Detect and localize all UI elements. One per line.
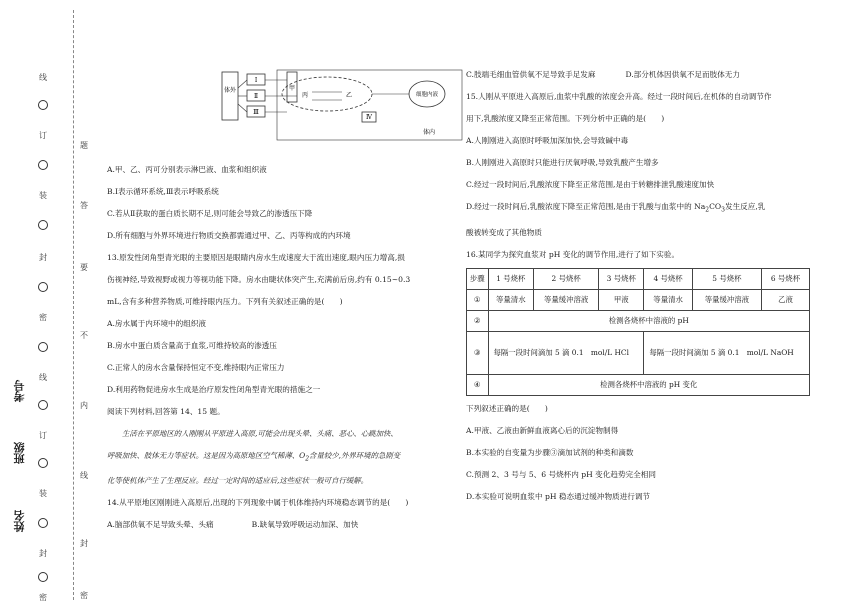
name-label: 姓名 (13, 510, 26, 532)
table-cell: 检测各烧杯中溶液的 pH (488, 310, 810, 331)
class-label: 班级 (13, 442, 26, 464)
table-header-cell: 5 号烧杯 (692, 268, 761, 289)
q14-options-ab (107, 514, 455, 536)
diagram-label: 体内 (422, 129, 436, 136)
diagram-label: 丙 (301, 92, 309, 99)
table-cell: 每隔一段时间滴加 5 滴 0.1 mol/L HCl (488, 331, 644, 374)
gutter-char: 要 (80, 263, 88, 272)
table-header-cell: 4 号烧杯 (644, 268, 692, 289)
passage-segment: 呼吸加快、肢体无力等症状。这是因为高原地区空气稀薄、O (107, 451, 306, 460)
gutter-char: 内 (80, 401, 88, 410)
q14-options-cd (466, 64, 816, 86)
reading-intro: 阅读下列材料,回答第 14、15 题。 (107, 407, 225, 416)
q14-option-a: A.脑部供氧不足导致头晕、头痛 (107, 520, 214, 530)
table-cell: 等量缓冲溶液 (534, 289, 599, 310)
diagram-label: 甲 (288, 85, 296, 92)
diagram-label: 体外 (223, 87, 237, 94)
gutter-char: 密 (80, 591, 88, 600)
diagram-label: Ⅳ (366, 114, 372, 121)
table-header-cell: 3 号烧杯 (599, 268, 644, 289)
gutter-char: 封 (39, 549, 47, 558)
q12-option-a: A.甲、乙、丙可分别表示淋巴液、血浆和组织液 (107, 165, 267, 174)
q16-option-d: D.本实验可说明血浆中 pH 稳态通过缓冲物质进行调节 (466, 491, 651, 501)
q16-option-a: A.甲液、乙液由新鲜血液离心后的沉淀物制得 (466, 425, 619, 435)
subscript: 3 (721, 206, 725, 214)
q16-stem: 16.某同学为探究血浆对 pH 变化的调节作用,进行了如下实验。 (466, 249, 680, 259)
table-cell: 等量清水 (644, 289, 692, 310)
table-row (467, 310, 810, 331)
q14-option-d: D.部分机体因供氧不足而肢体无力 (625, 70, 740, 79)
gutter-char: 密 (39, 593, 47, 602)
table-cell: ② (467, 310, 489, 331)
q15-option-d-segment: D.经过一段时间后,乳酸浓度下降至正常范围,是由于乳酸与血浆中的 Na (466, 202, 706, 211)
passage-segment: 含量较少,外界环境的急剧变 (309, 451, 401, 460)
q15-option-d-segment: CO (709, 202, 722, 211)
gutter-char: 封 (80, 539, 88, 548)
q16-option-c: C.预测 2、3 号与 5、6 号烧杯内 pH 变化趋势完全相同 (466, 469, 656, 479)
q13-option-a: A.房水属于内环境中的组织液 (107, 319, 207, 328)
q13-stem-line: 伤视神经,导致视野或视力等视功能下降。房水由睫状体突产生,充满前后房,约有 0.15~0.3 (107, 275, 411, 284)
table-cell: ④ (467, 374, 489, 395)
q12-option-b: B.Ⅰ表示循环系统,Ⅲ表示呼吸系统 (107, 187, 219, 196)
diagram-label: 乙 (345, 92, 353, 99)
passage-line (107, 445, 455, 470)
gutter-hole (38, 282, 48, 292)
table-header-cell: 6 号烧杯 (761, 268, 809, 289)
q12-option-d: D.所有细胞与外界环境进行物质交换都需通过甲、乙、丙等构成的内环境 (107, 231, 351, 240)
right-column (466, 64, 816, 508)
q16-option-b: B.本实验的自变量为步骤③滴加试剂的种类和滴数 (466, 447, 634, 457)
gutter-char: 封 (39, 253, 47, 262)
subscript: 2 (305, 455, 310, 463)
diagram-label: Ⅲ (253, 109, 259, 116)
gutter-hole (38, 458, 48, 468)
q15-option-d (466, 196, 816, 222)
gutter-char: 线 (80, 471, 88, 480)
diagram-label: Ⅰ (254, 77, 258, 84)
q14-stem: 14.从平原地区刚刚进入高原后,出现的下列现象中属于机体维持内环境稳态调节的是( ) (107, 498, 409, 508)
q12-option-c: C.若从Ⅱ获取的蛋白质长期不足,则可能会导致乙的渗透压下降 (107, 209, 313, 218)
q14-option-c: C.肢端毛细血管供氧不足导致手足发麻 (466, 70, 596, 79)
table-row (467, 331, 810, 374)
gutter-hole (38, 160, 48, 170)
q15-option-d-cont: 酸被转变成了其他物质 (466, 227, 542, 237)
q15-option-d-segment: 发生反应,乳 (724, 202, 766, 211)
table-cell: 检测各烧杯中溶液的 pH 变化 (488, 374, 810, 395)
cut-line (73, 10, 74, 600)
table-row (467, 289, 810, 310)
q13-option-c: C.正常人的房水含量保持恒定不变,维持眼内正常压力 (107, 363, 285, 372)
experiment-table (466, 268, 810, 396)
table-cell: 等量缓冲溶液 (692, 289, 761, 310)
gutter-hole (38, 100, 48, 110)
gutter-char: 订 (39, 431, 47, 440)
gutter-char: 线 (39, 373, 47, 382)
gutter-char: 题 (80, 141, 88, 150)
table-header-cell: 2 号烧杯 (534, 268, 599, 289)
table-header-row (467, 268, 810, 289)
table-cell: ① (467, 289, 489, 310)
body-fluid-diagram (217, 68, 467, 146)
gutter-char: 线 (39, 73, 47, 82)
q15-option-b: B.人刚刚进入高原时只能进行厌氧呼吸,导致乳酸产生增多 (466, 158, 659, 167)
q13-option-d: D.利用药物促进房水生成是治疗原发性闭角型青光眼的措施之一 (107, 385, 321, 394)
gutter-hole (38, 400, 48, 410)
table-cell: ③ (467, 331, 489, 374)
table-row (467, 374, 810, 395)
gutter-char: 装 (39, 489, 47, 498)
q15-option-c: C.经过一段时间后,乳酸浓度下降至正常范围,是由于转糖排泄乳酸速度加快 (466, 180, 715, 189)
q15-stem-line: 用下,乳酸浓度又降至正常范围。下列分析中正确的是( ) (466, 114, 665, 123)
q15-stem-line: 15.人刚从平原进入高原后,血浆中乳酸的浓度会升高。经过一段时间后,在机体的自动调节作 (466, 92, 772, 101)
gutter-char: 不 (80, 331, 88, 340)
binding-gutter (0, 0, 100, 608)
gutter-hole (38, 342, 48, 352)
diagram-label: Ⅱ (253, 93, 259, 100)
table-cell: 乙液 (761, 289, 809, 310)
q13-option-b: B.房水中蛋白质含量高于血浆,可维持较高的渗透压 (107, 341, 277, 350)
subscript: 2 (705, 206, 710, 214)
gutter-char: 订 (39, 131, 47, 140)
table-cell: 甲液 (599, 289, 644, 310)
left-column (107, 68, 455, 536)
gutter-hole (38, 518, 48, 528)
q16-prompt: 下列叙述正确的是( ) (466, 403, 548, 413)
gutter-char: 答 (80, 201, 88, 210)
table-header-cell: 步骤 (467, 268, 489, 289)
exam-number-label: 考号 (13, 380, 26, 402)
gutter-char: 密 (39, 313, 47, 322)
q14-option-b: B.缺氧导致呼吸运动加深、加快 (251, 520, 359, 530)
q13-stem-line: 13.原发性闭角型青光眼的主要原因是眼睛内房水生成速度大于流出速度,眼内压力增高,损 (107, 253, 405, 262)
table-header-cell: 1 号烧杯 (488, 268, 534, 289)
passage-line: 化等使机体产生了生理反应。经过一定时间的适应后,这些症状一般可自行缓解。 (107, 476, 369, 486)
gutter-char: 装 (39, 191, 47, 200)
table-cell: 每隔一段时间滴加 5 滴 0.1 mol/L NaOH (644, 331, 810, 374)
passage-line: 生活在平原地区的人刚刚从平原进入高原,可能会出现头晕、头痛、恶心、心跳加快、 (122, 429, 398, 438)
q13-stem-line: mL,含有多种营养物质,可维持眼内压力。下列有关叙述正确的是( ) (107, 297, 343, 306)
diagram-label: 细胞内液 (415, 92, 439, 98)
gutter-hole (38, 572, 48, 582)
q15-option-a: A.人刚刚进入高原时呼吸加深加快,会导致碱中毒 (466, 136, 629, 145)
gutter-hole (38, 220, 48, 230)
table-cell: 等量清水 (488, 289, 534, 310)
